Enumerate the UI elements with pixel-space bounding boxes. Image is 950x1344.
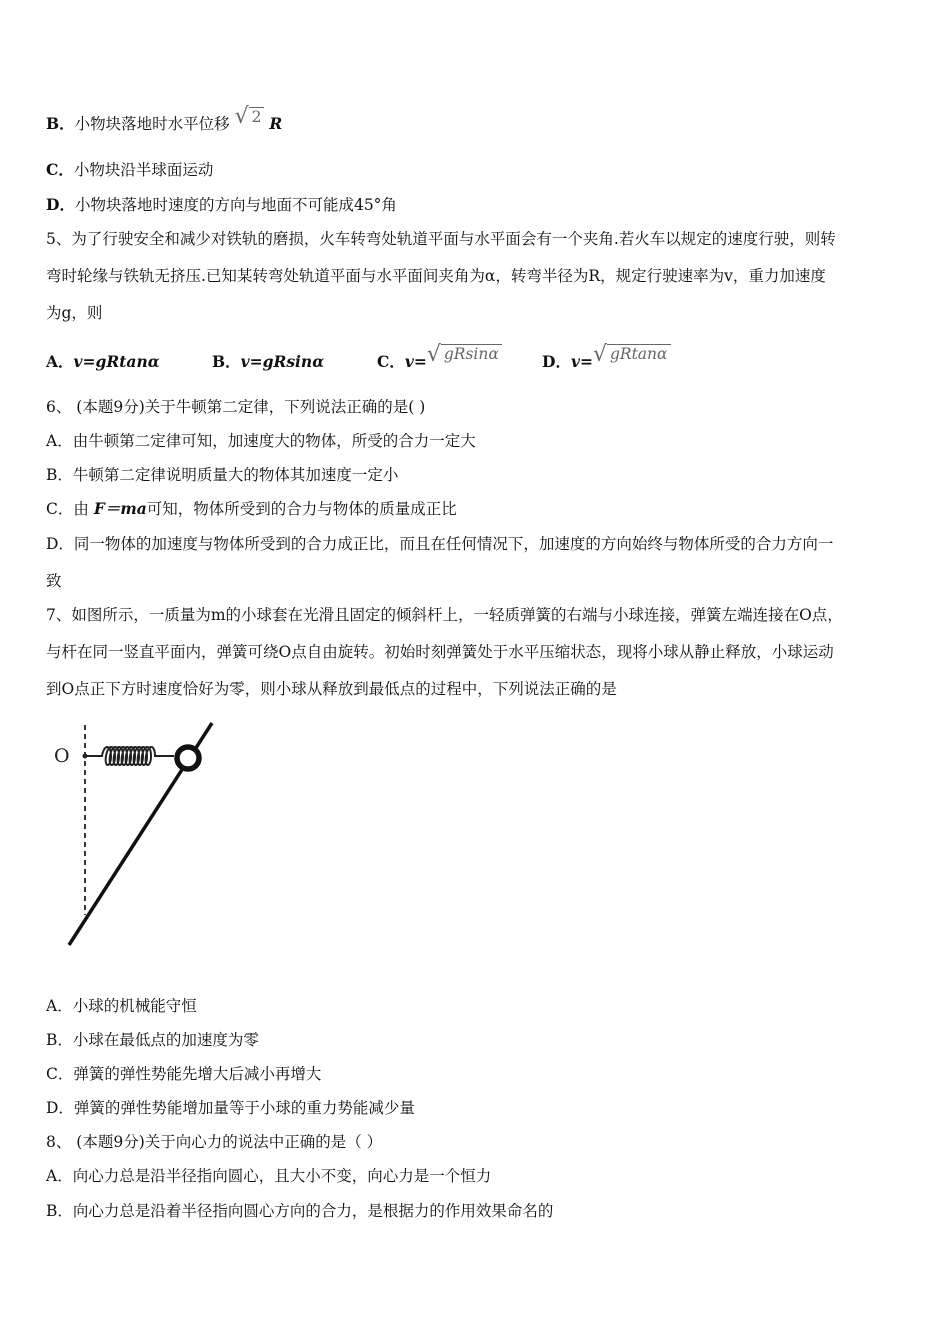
q5-option-d [542, 341, 671, 371]
option-text: 小物块落地时速度的方向与地面不可能成45°角 [74, 196, 397, 214]
q7-stem-line2: 与杆在同一竖直平面内，弹簧可绕O点自由旋转。初始时刻弹簧处于水平压缩状态，现将小球从静止释放，小球运动 [46, 643, 834, 661]
sqrt-expression: √ gRtanα [593, 342, 671, 367]
q6-option-b: B．牛顿第二定律说明质量大的物体其加速度一定小 [46, 466, 399, 484]
variable-r: R [269, 114, 283, 133]
q8-option-b: B．向心力总是沿着半径指向圆心方向的合力，是根据力的作用效果命名的 [46, 1202, 554, 1220]
option-label: D． [542, 352, 571, 371]
option-text-pre: C．由 [46, 500, 89, 518]
option-label: B． [46, 114, 75, 133]
q5-option-c [377, 341, 502, 371]
spring-coil [85, 747, 174, 765]
q5-stem-line1: 5、为了行驶安全和减少对铁轨的磨损，火车转弯处轨道平面与水平面会有一个夹角.若火车以规定的速度行驶，则转 [46, 230, 836, 248]
q7-option-b: B．小球在最低点的加速度为零 [46, 1031, 259, 1049]
q5-stem-line3: 为g，则 [46, 304, 103, 322]
q8-stem: 8、 (本题9分)关于向心力的说法中正确的是（ ） [46, 1133, 383, 1151]
q8-option-a: A．向心力总是沿半径指向圆心，且大小不变，向心力是一个恒力 [46, 1167, 492, 1185]
option-text: 小物块落地时水平位移 [74, 115, 230, 133]
formula-prefix: v= [404, 352, 427, 371]
q7-stem-line1: 7、如图所示，一质量为m的小球套在光滑且固定的倾斜杆上，一轻质弹簧的右端与小球连接，弹簧左端连接在O点， [46, 606, 843, 624]
q6-option-a: A．由牛顿第二定律可知，加速度大的物体，所受的合力一定大 [46, 432, 476, 450]
q4-option-d [46, 195, 397, 215]
option-text: 小物块沿半球面运动 [73, 161, 214, 179]
option-formula: v=gRsinα [240, 352, 325, 371]
sqrt-expression: √ gRsinα [427, 342, 502, 367]
formula-prefix: v= [570, 352, 593, 371]
sqrt-radicand: gRsinα [441, 344, 502, 363]
q4-option-c [46, 160, 213, 180]
option-label: A． [46, 352, 74, 371]
q5-option-a [46, 350, 160, 372]
option-label: B． [212, 352, 241, 371]
option-formula: v=gRtanα [73, 352, 160, 371]
q4-option-b [46, 104, 283, 135]
ball [177, 747, 199, 769]
q7-option-a: A．小球的机械能守恒 [46, 997, 197, 1015]
q7-option-c: C．弹簧的弹性势能先增大后减小再增大 [46, 1065, 322, 1083]
option-text-post: 可知，物体所受到的合力与物体的质量成正比 [146, 500, 457, 518]
q5-option-b [212, 350, 324, 372]
q7-figure [46, 715, 226, 955]
formula: F＝ma [93, 499, 147, 518]
point-o-label: O [54, 745, 70, 767]
q6-stem: 6、 (本题9分)关于牛顿第二定律，下列说法正确的是( ) [46, 398, 426, 416]
option-label: C． [46, 160, 74, 179]
q6-option-d-line1: D．同一物体的加速度与物体所受到的合力成正比，而且在任何情况下，加速度的方向始终与物体所受的合力方向一 [46, 535, 834, 553]
q6-option-d-line2: 致 [46, 572, 62, 590]
option-label: D． [46, 195, 75, 214]
sqrt-expression: √ 2 [235, 106, 265, 127]
q7-option-d: D．弹簧的弹性势能增加量等于小球的重力势能减少量 [46, 1099, 415, 1117]
q6-option-c [46, 499, 457, 519]
q5-stem-line2: 弯时轮缘与铁轨无挤压.已知某转弯处轨道平面与水平面间夹角为α，转弯半径为R，规定行驶速率为v，重力加速度 [46, 267, 826, 285]
q7-stem-line3: 到O点正下方时速度恰好为零，则小球从释放到最低点的过程中，下列说法正确的是 [46, 680, 617, 698]
option-label: C． [377, 352, 405, 371]
sqrt-radicand: 2 [249, 107, 265, 126]
sqrt-radicand: gRtanα [607, 344, 671, 363]
